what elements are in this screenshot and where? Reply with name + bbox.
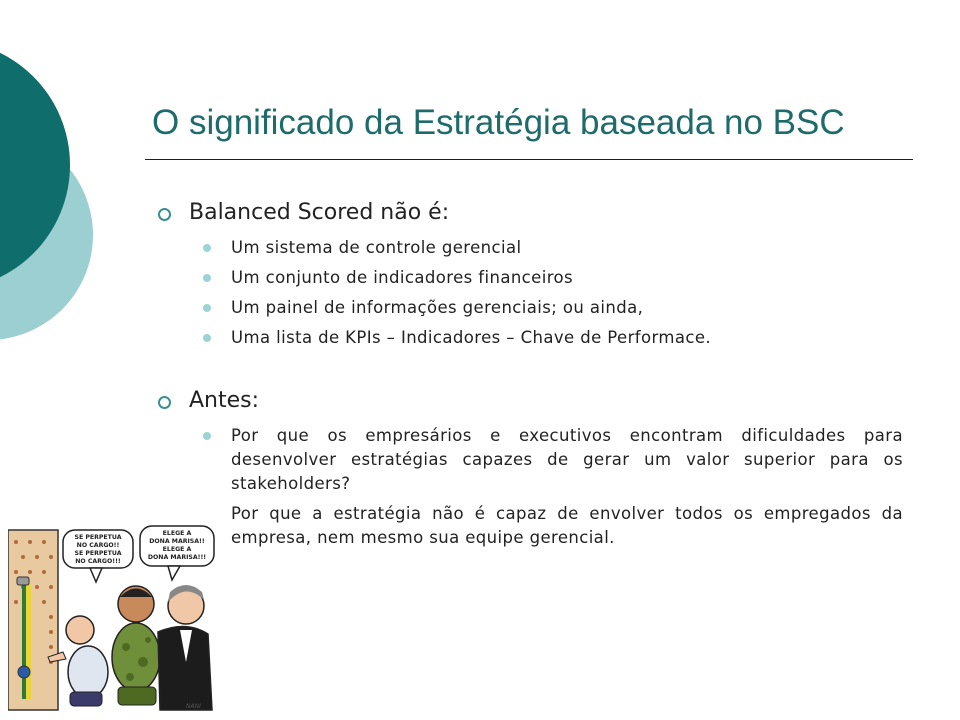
dot-bullet-icon [203,244,211,252]
section-heading-before [158,384,903,418]
ring-bullet-icon [158,208,171,221]
list-item: Um sistema de controle gerencial [158,236,903,260]
list-item: Por que os empresários e executivos encontram dificuldades para desenvolver estratégias capazes de gerar um valor superior para os stakeholders? [158,424,903,496]
list-item: Um painel de informações gerenciais; ou ainda, [158,296,903,320]
slide-content [158,196,903,550]
decorative-circles [0,0,110,400]
dot-bullet-icon [203,274,211,282]
svg-text:NO CARGO!!!: NO CARGO!!! [75,558,121,565]
political-cartoon-image [8,522,218,712]
ring-bullet-icon [158,396,171,409]
svg-text:DONA MARISA!!: DONA MARISA!! [149,538,205,545]
list-item: Um conjunto de indicadores financeiros [158,266,903,290]
svg-text:DONA MARISA!!!: DONA MARISA!!! [147,554,207,561]
section-heading-not [158,196,903,230]
list-item: Por que a estratégia não é capaz de envolver todos os empregados da empresa, nem mesmo sua equipe gerencial. [231,504,903,547]
list-item: Uma lista de KPIs – Indicadores – Chave de Performace. [158,326,903,350]
dot-bullet-icon [203,304,211,312]
section-heading-text: Antes: [189,388,260,413]
svg-text:SE PERPETUA: SE PERPETUA [74,534,122,541]
dot-bullet-icon [203,334,211,342]
svg-text:ELEGE A: ELEGE A [162,546,192,553]
spacer [158,350,903,384]
svg-text:SE PERPETUA: SE PERPETUA [74,550,122,557]
svg-text:NANI: NANI [186,703,201,710]
svg-text:NO CARGO!!: NO CARGO!! [76,542,120,549]
title-divider [145,159,913,160]
slide-title: O significado da Estratégia baseada no BSC [152,103,845,142]
section-heading-text: Balanced Scored não é: [189,200,450,225]
svg-text:ELEGE A: ELEGE A [162,530,192,537]
dot-bullet-icon [203,432,211,440]
